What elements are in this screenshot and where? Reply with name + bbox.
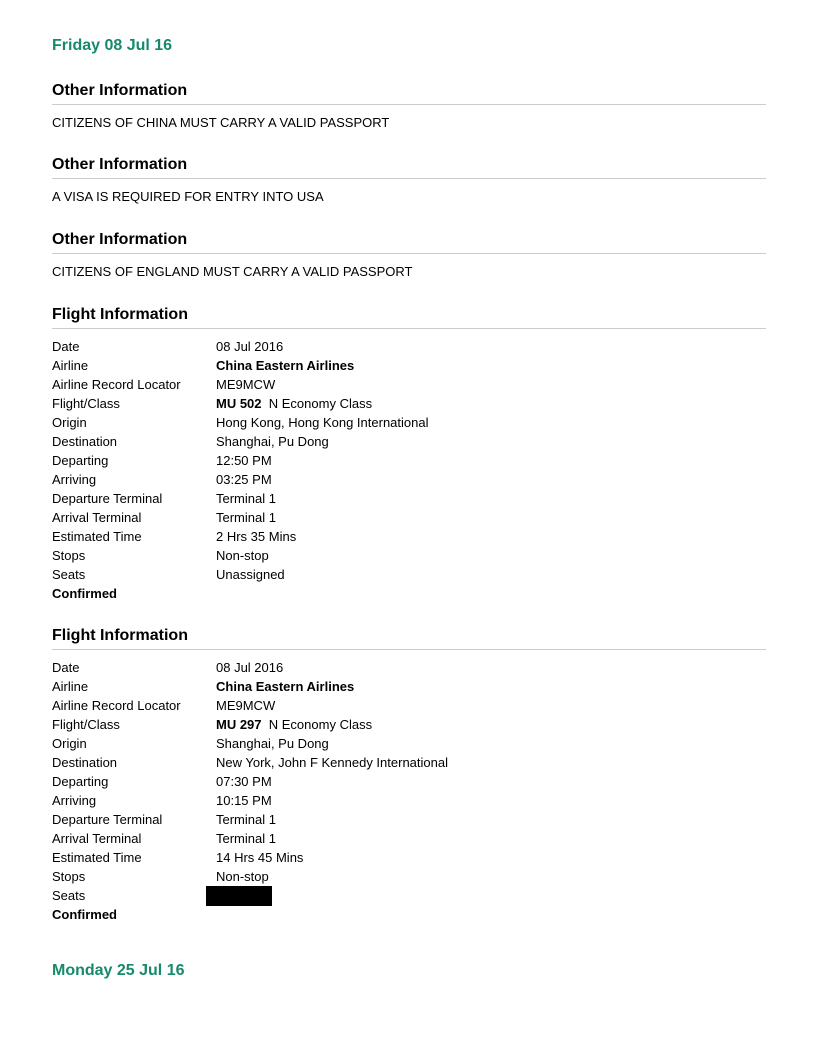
flight-class-value bbox=[216, 717, 766, 736]
detail-label: Departure Terminal bbox=[52, 491, 163, 506]
detail-row-date bbox=[52, 660, 766, 679]
other-info-section bbox=[52, 230, 766, 280]
detail-label: Arrival Terminal bbox=[52, 510, 142, 525]
seats-value: Unassigned bbox=[216, 567, 285, 582]
redaction-box bbox=[206, 886, 272, 906]
origin-value: Hong Kong, Hong Kong International bbox=[216, 415, 429, 430]
arr-terminal-value: Terminal 1 bbox=[216, 510, 276, 525]
detail-row-est-time bbox=[52, 850, 766, 869]
detail-row-dep-terminal bbox=[52, 491, 766, 510]
flight-details bbox=[52, 339, 766, 605]
info-text: A VISA IS REQUIRED FOR ENTRY INTO USA bbox=[52, 189, 324, 204]
detail-label: Airline Record Locator bbox=[52, 698, 181, 713]
detail-label: Seats bbox=[52, 567, 86, 582]
section-title: Other Information bbox=[52, 230, 766, 254]
detail-label: Estimated Time bbox=[52, 529, 142, 544]
detail-label: Destination bbox=[52, 434, 118, 449]
detail-row-flight-class bbox=[52, 396, 766, 415]
detail-row-arriving bbox=[52, 793, 766, 812]
detail-label: Flight/Class bbox=[52, 717, 120, 732]
section-title: Other Information bbox=[52, 81, 766, 105]
detail-row-airline bbox=[52, 679, 766, 698]
day-heading: Friday 08 Jul 16 bbox=[52, 37, 173, 54]
arr-terminal-value: Terminal 1 bbox=[216, 831, 276, 846]
status-confirmed: Confirmed bbox=[52, 907, 117, 922]
dep-terminal-value: Terminal 1 bbox=[216, 491, 276, 506]
detail-label: Stops bbox=[52, 548, 86, 563]
departing-value: 07:30 PM bbox=[216, 774, 272, 789]
detail-label: Stops bbox=[52, 869, 86, 884]
detail-row-locator bbox=[52, 698, 766, 717]
detail-row-date bbox=[52, 339, 766, 358]
detail-label: Origin bbox=[52, 736, 87, 751]
detail-row-destination bbox=[52, 755, 766, 774]
detail-label: Date bbox=[52, 339, 80, 354]
detail-row-departing bbox=[52, 774, 766, 793]
detail-label: Airline Record Locator bbox=[52, 377, 181, 392]
info-text: CITIZENS OF ENGLAND MUST CARRY A VALID PASSPORT bbox=[52, 264, 413, 279]
origin-value: Shanghai, Pu Dong bbox=[216, 736, 329, 751]
detail-label: Airline bbox=[52, 358, 89, 373]
est-time-value: 14 Hrs 45 Mins bbox=[216, 850, 304, 865]
section-title: Other Information bbox=[52, 155, 766, 179]
arriving-value: 03:25 PM bbox=[216, 472, 272, 487]
status-confirmed: Confirmed bbox=[52, 586, 117, 601]
flight-number: MU 297 bbox=[216, 717, 262, 732]
detail-label: Departing bbox=[52, 453, 109, 468]
other-info-section bbox=[52, 155, 766, 205]
flight-info-section bbox=[52, 626, 766, 926]
flight-details bbox=[52, 660, 766, 926]
detail-row-seats bbox=[52, 888, 766, 907]
detail-label: Destination bbox=[52, 755, 118, 770]
detail-row-origin bbox=[52, 415, 766, 434]
flight-number: MU 502 bbox=[216, 396, 262, 411]
locator-value: ME9MCW bbox=[216, 698, 276, 713]
est-time-value: 2 Hrs 35 Mins bbox=[216, 529, 297, 544]
detail-label: Origin bbox=[52, 415, 87, 430]
detail-row-dep-terminal bbox=[52, 812, 766, 831]
stops-value: Non-stop bbox=[216, 548, 269, 563]
detail-row-arr-terminal bbox=[52, 831, 766, 850]
airline-value: China Eastern Airlines bbox=[216, 679, 355, 694]
section-title: Flight Information bbox=[52, 305, 766, 329]
detail-row-origin bbox=[52, 736, 766, 755]
destination-value: New York, John F Kennedy International bbox=[216, 755, 448, 770]
detail-label: Flight/Class bbox=[52, 396, 120, 411]
dep-terminal-value: Terminal 1 bbox=[216, 812, 276, 827]
detail-row-est-time bbox=[52, 529, 766, 548]
detail-row-locator bbox=[52, 377, 766, 396]
arriving-value: 10:15 PM bbox=[216, 793, 272, 808]
detail-label: Airline bbox=[52, 679, 89, 694]
detail-label: Departing bbox=[52, 774, 109, 789]
section-title: Flight Information bbox=[52, 626, 766, 650]
info-text: CITIZENS OF CHINA MUST CARRY A VALID PASSPORT bbox=[52, 115, 390, 130]
stops-value: Non-stop bbox=[216, 869, 269, 884]
detail-label: Estimated Time bbox=[52, 850, 142, 865]
detail-label: Arrival Terminal bbox=[52, 831, 142, 846]
detail-row-arriving bbox=[52, 472, 766, 491]
detail-row-flight-class bbox=[52, 717, 766, 736]
flight-info-section bbox=[52, 305, 766, 605]
locator-value: ME9MCW bbox=[216, 377, 276, 392]
airline-value: China Eastern Airlines bbox=[216, 358, 355, 373]
date-value: 08 Jul 2016 bbox=[216, 339, 284, 354]
detail-row-arr-terminal bbox=[52, 510, 766, 529]
date-value: 08 Jul 2016 bbox=[216, 660, 284, 675]
detail-label: Date bbox=[52, 660, 80, 675]
detail-row-seats bbox=[52, 567, 766, 586]
detail-label: Seats bbox=[52, 888, 86, 903]
detail-row-stops bbox=[52, 548, 766, 567]
seats-value bbox=[216, 888, 766, 907]
detail-row-stops bbox=[52, 869, 766, 888]
flight-class-value bbox=[216, 396, 766, 415]
detail-label: Arriving bbox=[52, 793, 97, 808]
other-info-section bbox=[52, 81, 766, 131]
class-value: N Economy Class bbox=[268, 396, 373, 411]
detail-row-departing bbox=[52, 453, 766, 472]
detail-row-destination bbox=[52, 434, 766, 453]
detail-row-airline bbox=[52, 358, 766, 377]
day-heading: Monday 25 Jul 16 bbox=[52, 962, 185, 979]
detail-label: Departure Terminal bbox=[52, 812, 163, 827]
detail-label: Arriving bbox=[52, 472, 97, 487]
destination-value: Shanghai, Pu Dong bbox=[216, 434, 329, 449]
class-value: N Economy Class bbox=[268, 717, 373, 732]
departing-value: 12:50 PM bbox=[216, 453, 272, 468]
